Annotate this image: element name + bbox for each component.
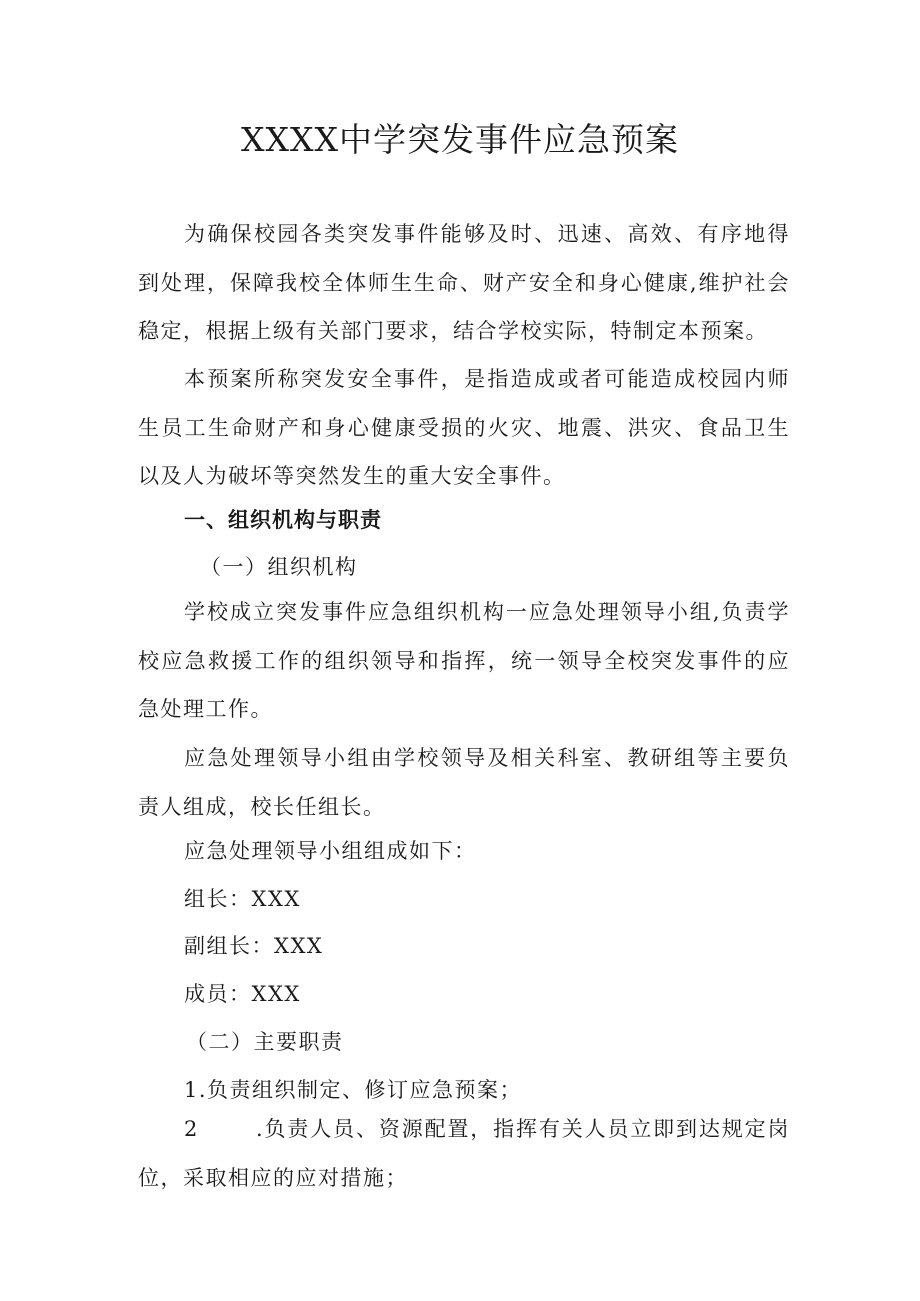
members-line: 成员：XXX xyxy=(184,982,301,1006)
subsection-2-heading: （二）主要职责 xyxy=(186,1030,344,1054)
duty-2-number: 2 xyxy=(184,1117,199,1141)
duty-2-text: .负责人员、资源配置，指挥有关人员立即到达规定岗位，采取相应的应对措施； xyxy=(138,1117,790,1190)
duty-1: 1.负责组织制定、修订应急预案； xyxy=(184,1078,523,1102)
intro-paragraph-1: 为确保校园各类突发事件能够及时、迅速、高效、有序地得到处理，保障我校全体师生生命、财产安全和身心健康,维护社会稳定，根据上级有关部门要求，结合学校实际，特制定本预案。 xyxy=(138,222,790,344)
section-1-heading: 一、组织机构与职责 xyxy=(184,508,382,532)
subsection-1-heading: （一）组织机构 xyxy=(200,555,358,579)
org-paragraph-1: 学校成立突发事件应急组织机构一应急处理领导小组,负责学校应急救援工作的组织领导和指挥，统一领导全校突发事件的应急处理工作。 xyxy=(138,600,790,722)
org-paragraph-2: 应急处理领导小组由学校领导及相关科室、教研组等主要负责人组成，校长任组长。 xyxy=(138,746,790,819)
duty-2 xyxy=(138,1105,790,1202)
document-title: XXXX中学突发事件应急预案 xyxy=(241,120,679,159)
org-list-intro: 应急处理领导小组组成如下： xyxy=(184,839,477,863)
leader-line: 组长：XXX xyxy=(184,887,301,911)
intro-paragraph-2: 本预案所称突发安全事件，是指造成或者可能造成校园内师生员工生命财产和身心健康受损的火灾、地震、洪灾、食品卫生以及人为破坏等突然发生的重大安全事件。 xyxy=(138,367,790,489)
deputy-leader-line: 副组长：XXX xyxy=(184,934,324,958)
